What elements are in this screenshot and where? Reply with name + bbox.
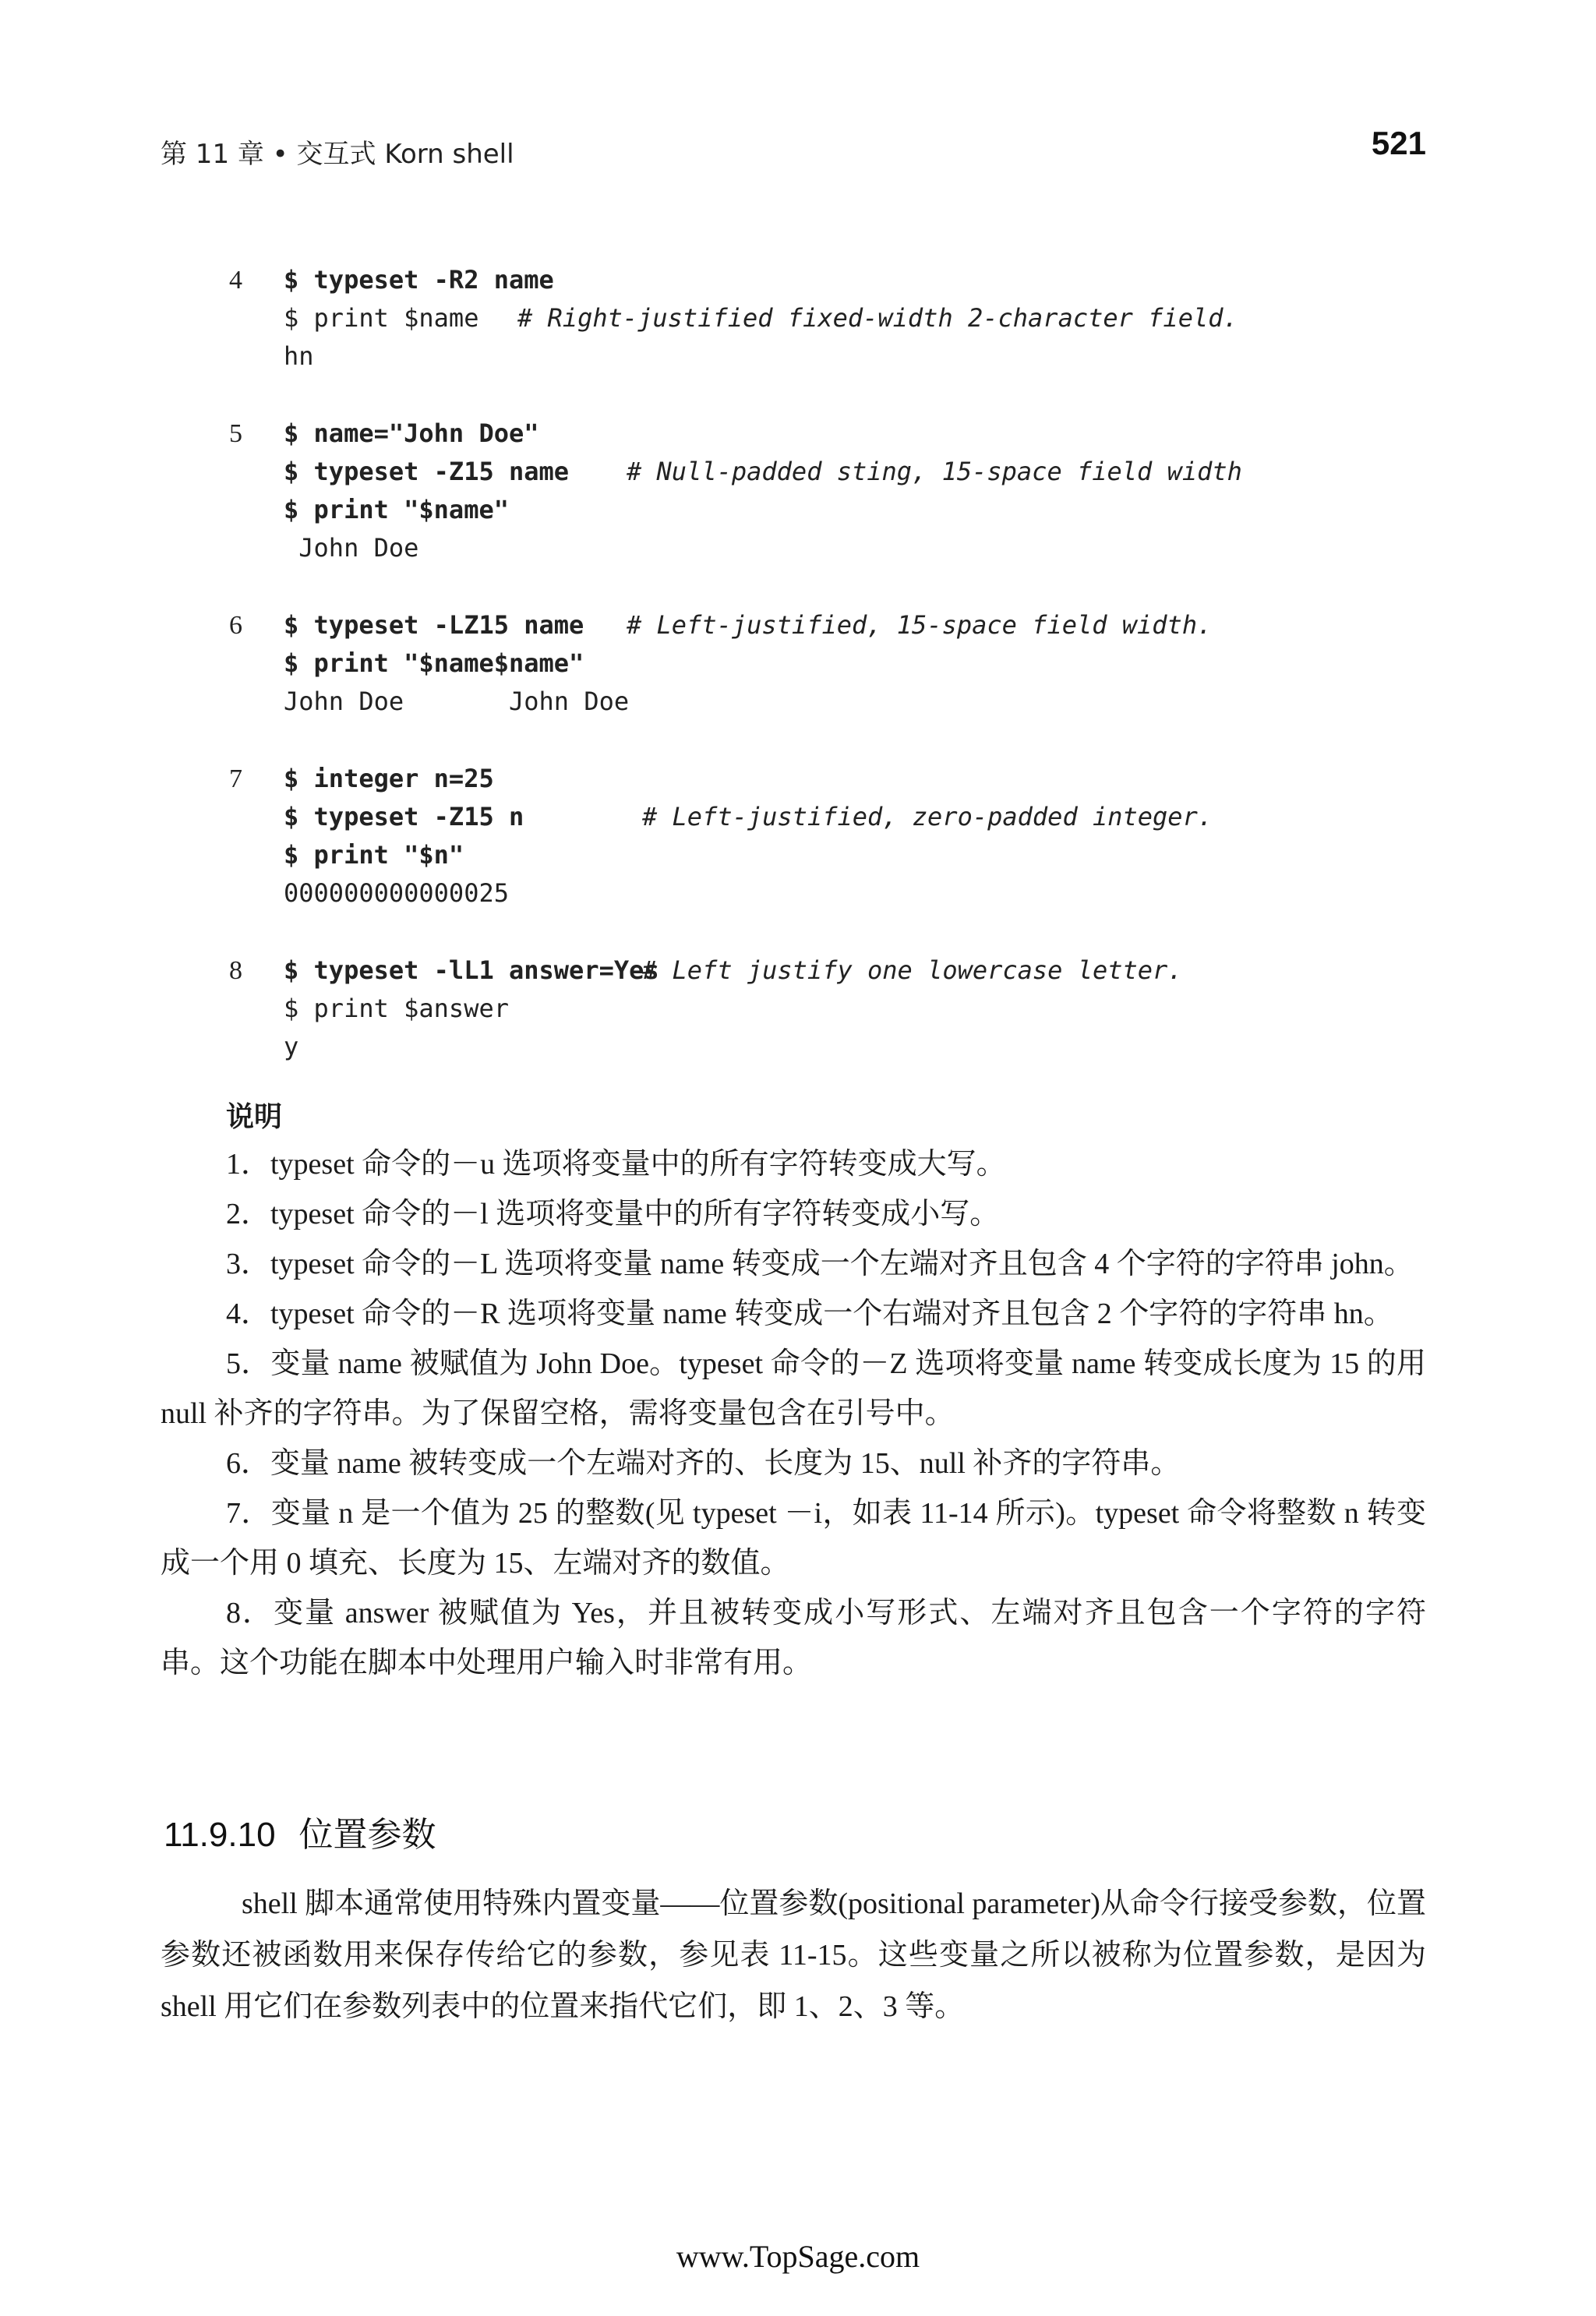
code-example xyxy=(221,951,1437,1066)
code-line xyxy=(284,415,1437,453)
code-comment: # Left-justified, zero-padded integer. xyxy=(642,802,1213,831)
command-text: $ typeset -Z15 n xyxy=(284,802,524,831)
command-text-plain: $ print $answer xyxy=(284,994,509,1023)
section-title-text: 位置参数 xyxy=(298,1815,436,1855)
note-item: 6．变量 name 被转变成一个左端对齐的、长度为 15、null 补齐的字符串。 xyxy=(226,1447,1181,1480)
example-number: 4 xyxy=(229,266,242,295)
notes-list xyxy=(161,1139,1426,1688)
code-comment: # Null-padded sting, 15-space field width xyxy=(627,457,1242,486)
command-text: $ print "$n" xyxy=(284,840,464,870)
note-item: 1．typeset 命令的－u 选项将变量中的所有字符转变成大写。 xyxy=(226,1148,1006,1181)
code-comment: # Right-justified fixed-width 2-character field. xyxy=(517,303,1238,333)
note-item: 2．typeset 命令的－l 选项将变量中的所有字符转变成小写。 xyxy=(226,1198,1000,1230)
note-item: 4．typeset 命令的－R 选项将变量 name 转变成一个右端对齐且包含 2 个字符的字符串 hn。 xyxy=(226,1297,1393,1330)
command-text: $ print "$name" xyxy=(284,495,509,524)
code-line xyxy=(284,261,1437,299)
code-line xyxy=(284,990,1437,1028)
body-paragraph: shell 脚本通常使用特殊内置变量——位置参数(positional parameter)从命令行接受参数，位置参数还被函数用来保存传给它的参数，参见表 11-15。这些变量之所以被称为位置参数，是因为 shell 用它们在参数列表中的位置来指代它们，即 1、2、3 等。 xyxy=(161,1887,1426,2023)
page-number: 521 xyxy=(1371,125,1426,161)
command-text: $ print "$name$name" xyxy=(284,648,584,678)
note-item: 7．变量 n 是一个值为 25 的整数(见 typeset －i，如表 11-14 所示)。typeset 命令将整数 n 转变成一个用 0 填充、长度为 15、左端对齐的数值。 xyxy=(161,1497,1426,1580)
command-text: $ integer n=25 xyxy=(284,764,494,793)
command-output: 000000000000025 xyxy=(284,878,509,908)
code-line xyxy=(284,1028,1437,1066)
command-output: John Doe xyxy=(284,533,419,563)
code-line xyxy=(284,644,1437,683)
page-header xyxy=(161,125,1426,171)
command-text: $ typeset -R2 name xyxy=(284,265,554,295)
code-line xyxy=(284,491,1437,529)
code-line xyxy=(284,798,1437,836)
command-text: $ typeset -lL1 answer=Yes xyxy=(284,955,659,985)
chapter-title: 第 11 章 • 交互式 Korn shell xyxy=(161,139,514,170)
command-text: $ name="John Doe" xyxy=(284,418,539,448)
code-example xyxy=(221,261,1437,376)
example-number: 7 xyxy=(229,764,242,793)
code-line xyxy=(284,760,1437,798)
code-line xyxy=(284,337,1437,376)
note-item: 3．typeset 命令的－L 选项将变量 name 转变成一个左端对齐且包含 4 个字符的字符串 john。 xyxy=(226,1248,1414,1280)
command-text: $ typeset -Z15 name xyxy=(284,457,570,486)
command-output: y xyxy=(284,1032,299,1061)
code-example xyxy=(221,760,1437,913)
code-line xyxy=(284,529,1437,567)
note-item: 5．变量 name 被赋值为 John Doe。typeset 命令的－Z 选项将变量 name 转变成长度为 15 的用 null 补齐的字符串。为了保留空格，需将变量包含在引号中。 xyxy=(161,1347,1426,1430)
command-output: John Doe John Doe xyxy=(284,687,630,716)
note-item: 8．变量 answer 被赋值为 Yes，并且被转变成小写形式、左端对齐且包含一个字符的字符串。这个功能在脚本中处理用户输入时非常有用。 xyxy=(161,1597,1426,1679)
code-comment: # Left-justified, 15-space field width. xyxy=(627,610,1213,640)
command-output: hn xyxy=(284,341,314,371)
code-line xyxy=(284,606,1437,644)
code-line xyxy=(284,874,1437,913)
notes-heading: 说明 xyxy=(226,1101,283,1133)
code-example xyxy=(221,415,1437,567)
code-example xyxy=(221,606,1437,721)
code-line xyxy=(284,683,1437,721)
code-line xyxy=(284,836,1437,874)
example-number: 5 xyxy=(229,419,242,448)
code-line xyxy=(284,453,1437,491)
section-number: 11.9.10 xyxy=(164,1816,276,1854)
footer-url: www.TopSage.com xyxy=(676,2239,920,2274)
code-line xyxy=(284,951,1437,990)
code-examples xyxy=(221,261,1437,1105)
code-line xyxy=(284,299,1437,337)
command-text-plain: $ print $name xyxy=(284,303,479,333)
example-number: 6 xyxy=(229,611,242,640)
section-heading xyxy=(164,1806,436,1856)
example-number: 8 xyxy=(229,956,242,985)
command-text: $ typeset -LZ15 name xyxy=(284,610,584,640)
code-comment: # Left justify one lowercase letter. xyxy=(642,955,1183,985)
